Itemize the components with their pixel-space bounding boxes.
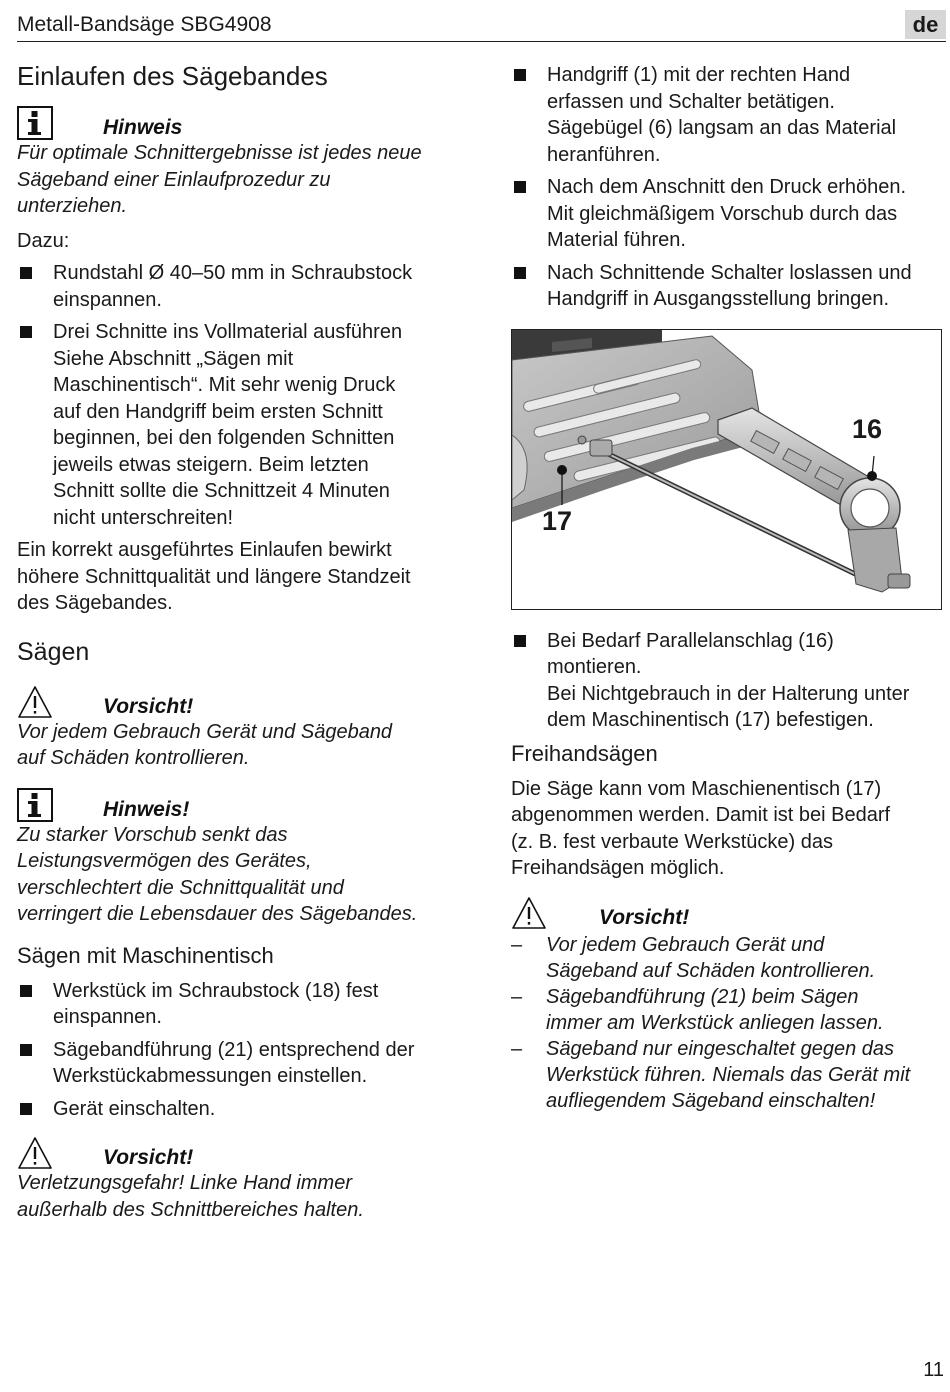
language-badge: de xyxy=(905,10,946,39)
bullet-square-icon xyxy=(514,181,526,193)
caution-label: Vorsicht! xyxy=(103,694,194,718)
list-item: Drei Schnitte ins Vollmaterial ausführen Siehe Abschnitt „Sägen mit Maschinentisch“. Mit sehr wenig Druck auf den Handgriff beim ersten Schnitt beginnen, bei den folgenden Schnitten jeweils etwas steigern. Beim letzten Schnitt sollte die Schnittzeit 4 Minuten nicht unterschreiten! xyxy=(17,319,457,531)
bullet-square-icon xyxy=(514,635,526,647)
caution-text: Vor jedem Gebrauch Gerät und Sägeband auf Schäden kontrollieren. xyxy=(17,720,393,769)
heading-freehand: Freihandsägen xyxy=(511,740,658,766)
warning-icon xyxy=(17,1136,53,1170)
list-item: Bei Bedarf Parallelanschlag (16) montieren. Bei Nichtgebrauch in der Halterung unter dem Maschinentisch (17) befestigen. xyxy=(511,628,943,734)
note-text: Für optimale Schnittergebnisse ist jedes neue Sägeband einer Einlaufprozedur zu unterziehen. xyxy=(17,142,422,217)
callout-16: 16 xyxy=(852,413,883,444)
caution-damage xyxy=(17,685,457,772)
heading-table-sawing: Sägen mit Maschinentisch xyxy=(17,942,274,968)
document-title: Metall-Bandsäge SBG4908 xyxy=(17,13,272,36)
freehand-text: Die Säge kann vom Maschienentisch (17) abgenommen werden. Damit ist bei Bedarf (z. B. fest verbaute Werkstücke) das Freihandsägen möglich. xyxy=(511,777,891,879)
operation-steps xyxy=(511,62,943,313)
parallel-stop-figure xyxy=(511,329,942,610)
bullet-square-icon xyxy=(20,985,32,997)
bullet-square-icon xyxy=(20,267,32,279)
bullet-square-icon xyxy=(514,267,526,279)
list-item: – Sägeband nur eingeschaltet gegen das Werkstück führen. Niemals das Gerät mit aufliegendem Sägeband einschalten! xyxy=(511,1037,911,1112)
page-header xyxy=(17,10,946,42)
list-item: Sägebandführung (21) entsprechend der Werkstückabmessungen einstellen. xyxy=(17,1037,457,1090)
saw-table-illustration xyxy=(512,330,942,610)
list-item: Werkstück im Schraubstock (18) fest einspannen. xyxy=(17,978,457,1031)
heading-saw: Sägen xyxy=(17,637,90,666)
info-icon xyxy=(17,106,53,140)
note-text: Zu starker Vorschub senkt das Leistungsvermögen des Gerätes, verschlechtert die Schnittqualität und verringert die Lebensdauer des Sägebandes. xyxy=(17,823,418,925)
bullet-square-icon xyxy=(20,1103,32,1115)
warning-icon xyxy=(511,896,547,930)
caution-freehand xyxy=(511,896,943,1114)
warning-icon xyxy=(17,685,53,719)
heading-breakin: Einlaufen des Sägebandes xyxy=(17,61,328,91)
callout-17: 17 xyxy=(542,505,573,536)
bullet-square-icon xyxy=(514,69,526,81)
parallel-stop-steps xyxy=(511,628,943,734)
bullet-square-icon xyxy=(20,326,32,338)
bullet-square-icon xyxy=(20,1044,32,1056)
list-item: – Vor jedem Gebrauch Gerät und Sägeband auf Schäden kontrollieren. xyxy=(511,933,876,982)
dazu-text: Dazu: xyxy=(17,229,70,252)
list-item: Handgriff (1) mit der rechten Hand erfassen und Schalter betätigen. Sägebügel (6) langsam an das Material heranführen. xyxy=(511,62,943,168)
caution-label: Vorsicht! xyxy=(103,1146,194,1169)
caution-label: Vorsicht! xyxy=(599,905,690,929)
caution-items xyxy=(511,932,943,1114)
left-column xyxy=(17,60,457,1223)
note-label: Hinweis xyxy=(103,116,183,139)
list-item: Nach dem Anschnitt den Druck erhöhen. Mit gleichmäßigem Vorschub durch das Material führen. xyxy=(511,174,943,254)
note-feed xyxy=(17,788,457,928)
list-item: Gerät einschalten. xyxy=(17,1096,457,1123)
list-item: Nach Schnittende Schalter loslassen und Handgriff in Ausgangsstellung bringen. xyxy=(511,260,943,313)
info-icon xyxy=(17,788,53,822)
list-item: – Sägebandführung (21) beim Sägen immer am Werkstück anliegen lassen. xyxy=(511,985,884,1034)
list-item: Rundstahl Ø 40–50 mm in Schraubstock einspannen. xyxy=(17,260,457,313)
caution-hand xyxy=(17,1136,457,1223)
breakin-steps xyxy=(17,260,457,531)
caution-text: Verletzungsgefahr! Linke Hand immer außerhalb des Schnittbereiches halten. xyxy=(17,1172,364,1221)
note-label: Hinweis! xyxy=(103,797,190,821)
breakin-result: Ein korrekt ausgeführtes Einlaufen bewirkt höhere Schnittqualität und längere Standzeit des Sägebandes. xyxy=(17,539,411,614)
page-number: 11 xyxy=(923,1359,944,1381)
note-breakin xyxy=(17,106,457,220)
right-column xyxy=(511,62,943,1114)
table-sawing-steps xyxy=(17,978,457,1123)
